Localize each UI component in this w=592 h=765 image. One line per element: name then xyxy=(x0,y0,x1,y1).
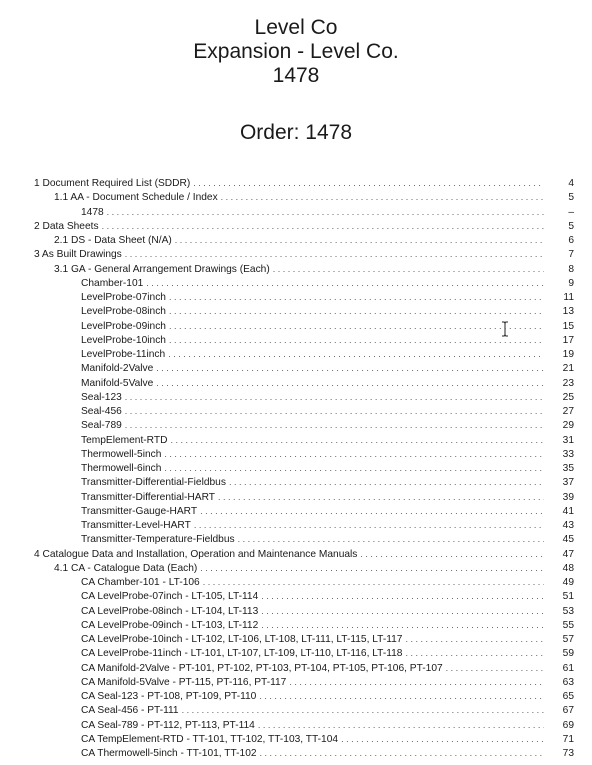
document-title-block xyxy=(0,16,592,88)
toc-entry-page-number: 55 xyxy=(562,619,574,631)
toc-entry-label: 3 As Built Drawings xyxy=(34,249,122,261)
toc-entry-label: CA LevelProbe-07inch - LT-105, LT-114 xyxy=(81,591,259,603)
toc-dot-leader xyxy=(446,661,544,675)
toc-dot-leader xyxy=(203,575,544,589)
toc-entry-page-number: 31 xyxy=(562,434,574,446)
toc-entry[interactable] xyxy=(34,618,574,632)
toc-entry[interactable] xyxy=(34,233,574,247)
toc-entry[interactable] xyxy=(34,304,574,318)
toc-entry-page-number: 29 xyxy=(562,420,574,432)
toc-entry[interactable] xyxy=(34,404,574,418)
toc-dot-leader xyxy=(164,461,544,475)
toc-entry[interactable] xyxy=(34,547,574,561)
toc-entry-page-number: 25 xyxy=(562,391,574,403)
toc-dot-leader xyxy=(289,675,544,689)
toc-entry[interactable] xyxy=(34,190,574,204)
toc-entry-page-number: 57 xyxy=(562,634,574,645)
toc-entry[interactable] xyxy=(34,575,574,589)
toc-entry[interactable] xyxy=(34,703,574,717)
toc-entry-page-number: 69 xyxy=(562,719,574,731)
toc-dot-leader xyxy=(102,219,544,233)
toc-entry[interactable] xyxy=(34,561,574,575)
toc-entry-label: Transmitter-Gauge-HART xyxy=(81,505,198,517)
toc-dot-leader xyxy=(169,319,544,333)
toc-entry[interactable] xyxy=(34,746,574,760)
toc-dot-leader xyxy=(200,504,544,518)
toc-dot-leader xyxy=(168,347,544,361)
toc-entry[interactable] xyxy=(34,176,574,190)
toc-dot-leader xyxy=(146,276,544,290)
toc-entry-label: CA Seal-456 - PT-111 xyxy=(81,705,179,717)
toc-dot-leader xyxy=(125,247,544,261)
toc-entry[interactable] xyxy=(34,376,574,390)
toc-entry[interactable] xyxy=(34,247,574,261)
toc-entry-page-number: 49 xyxy=(562,577,574,588)
toc-entry-page-number: 11 xyxy=(563,292,574,303)
toc-entry[interactable] xyxy=(34,333,574,347)
toc-dot-leader xyxy=(260,746,544,760)
toc-dot-leader xyxy=(169,333,544,347)
toc-entry-label: LevelProbe-10inch xyxy=(81,334,166,346)
toc-entry-label: 1478 xyxy=(81,206,104,218)
toc-dot-leader xyxy=(156,376,544,390)
toc-entry[interactable] xyxy=(34,732,574,746)
toc-entry-label: CA LevelProbe-11inch - LT-101, LT-107, LT-109, LT-110, LT-116, LT-118 xyxy=(81,648,403,660)
toc-dot-leader xyxy=(405,646,544,660)
toc-entry-page-number: 73 xyxy=(562,748,574,759)
toc-entry-label: 1.1 AA - Document Schedule / Index xyxy=(54,192,218,204)
toc-entry-label: LevelProbe-07inch xyxy=(81,292,166,303)
project-name: Expansion - Level Co. xyxy=(193,40,399,63)
toc-entry-label: CA TempElement-RTD - TT-101, TT-102, TT-103, TT-104 xyxy=(81,733,339,745)
toc-entry[interactable] xyxy=(34,319,574,333)
toc-entry-page-number: 71 xyxy=(562,733,574,745)
toc-entry[interactable] xyxy=(34,276,574,290)
toc-entry[interactable] xyxy=(34,532,574,546)
toc-dot-leader xyxy=(156,361,544,375)
toc-entry-label: 4.1 CA - Catalogue Data (Each) xyxy=(54,562,198,574)
toc-entry-label: 1 Document Required List (SDDR) xyxy=(34,178,191,189)
toc-entry[interactable] xyxy=(34,689,574,703)
toc-entry[interactable] xyxy=(34,219,574,233)
toc-entry-label: Transmitter-Differential-Fieldbus xyxy=(81,477,226,489)
toc-entry-label: LevelProbe-09inch xyxy=(81,320,166,332)
toc-entry[interactable] xyxy=(34,675,574,689)
toc-entry-label: Thermowell-6inch xyxy=(81,463,162,474)
toc-entry-label: CA LevelProbe-08inch - LT-104, LT-113 xyxy=(81,605,259,617)
toc-entry[interactable] xyxy=(34,632,574,646)
project-number: 1478 xyxy=(272,64,320,87)
toc-entry-page-number: 9 xyxy=(568,277,574,289)
toc-dot-leader xyxy=(125,404,544,418)
toc-dot-leader xyxy=(261,589,544,603)
toc-entry[interactable] xyxy=(34,646,574,660)
toc-entry-label: Chamber-101 xyxy=(81,277,144,289)
toc-entry[interactable] xyxy=(34,447,574,461)
toc-dot-leader xyxy=(170,433,544,447)
order-heading: Order: 1478 xyxy=(239,121,353,144)
toc-entry-page-number: 17 xyxy=(562,334,574,346)
toc-entry-label: CA Chamber-101 - LT-106 xyxy=(81,577,200,588)
toc-dot-leader xyxy=(200,561,544,575)
toc-entry[interactable] xyxy=(34,262,574,276)
toc-dot-leader xyxy=(221,190,544,204)
toc-entry[interactable] xyxy=(34,361,574,375)
toc-dot-leader xyxy=(341,732,544,746)
toc-entry-label: LevelProbe-11inch xyxy=(81,349,166,360)
toc-dot-leader xyxy=(259,689,544,703)
toc-entry[interactable] xyxy=(34,718,574,732)
toc-dot-leader xyxy=(182,703,544,717)
toc-entry-page-number: 23 xyxy=(562,377,574,389)
toc-dot-leader xyxy=(194,518,544,532)
toc-dot-leader xyxy=(238,532,544,546)
toc-entry-label: Manifold-2Valve xyxy=(81,363,154,375)
toc-entry[interactable] xyxy=(34,490,574,504)
toc-entry-page-number: 6 xyxy=(568,235,574,246)
toc-dot-leader xyxy=(164,447,544,461)
toc-entry[interactable] xyxy=(34,390,574,404)
toc-entry[interactable] xyxy=(34,589,574,603)
toc-entry[interactable] xyxy=(34,504,574,518)
toc-entry-label: Seal-789 xyxy=(81,420,122,432)
toc-entry-page-number: 5 xyxy=(568,220,574,232)
toc-entry-page-number: 19 xyxy=(562,349,574,360)
toc-entry[interactable] xyxy=(34,661,574,675)
toc-dot-leader xyxy=(169,304,544,318)
toc-entry-label: CA LevelProbe-10inch - LT-102, LT-106, LT-108, LT-111, LT-115, LT-117 xyxy=(81,634,403,645)
table-of-contents xyxy=(34,176,574,760)
toc-dot-leader xyxy=(107,205,544,219)
toc-entry-page-number: 7 xyxy=(568,249,574,261)
toc-entry-label: Thermowell-5inch xyxy=(81,448,162,460)
toc-entry-page-number: 61 xyxy=(562,662,574,674)
toc-entry-label: CA Thermowell-5inch - TT-101, TT-102 xyxy=(81,748,257,759)
toc-dot-leader xyxy=(229,475,544,489)
toc-entry-page-number: – xyxy=(568,206,574,218)
toc-entry-label: 4 Catalogue Data and Installation, Operation and Maintenance Manuals xyxy=(34,548,358,560)
toc-entry-page-number: 27 xyxy=(562,406,574,417)
toc-entry-page-number: 35 xyxy=(562,463,574,474)
toc-entry-label: 3.1 GA - General Arrangement Drawings (Each) xyxy=(54,263,270,275)
toc-entry-label: LevelProbe-08inch xyxy=(81,306,166,318)
toc-dot-leader xyxy=(218,490,544,504)
toc-entry[interactable] xyxy=(34,347,574,361)
toc-entry-page-number: 48 xyxy=(562,562,574,574)
toc-entry-label: Transmitter-Differential-HART xyxy=(81,491,215,503)
toc-dot-leader xyxy=(261,618,544,632)
toc-entry-label: CA Manifold-5Valve - PT-115, PT-116, PT-117 xyxy=(81,676,287,688)
toc-entry-label: Seal-456 xyxy=(81,406,122,417)
toc-entry[interactable] xyxy=(34,290,574,304)
toc-entry-page-number: 5 xyxy=(568,192,574,204)
toc-entry-label: Transmitter-Temperature-Fieldbus xyxy=(81,534,235,546)
toc-dot-leader xyxy=(125,390,544,404)
toc-entry-page-number: 67 xyxy=(562,705,574,717)
toc-dot-leader xyxy=(169,290,544,304)
toc-entry-label: CA LevelProbe-09inch - LT-103, LT-112 xyxy=(81,619,259,631)
toc-entry-page-number: 65 xyxy=(562,691,574,702)
toc-entry-label: CA Manifold-2Valve - PT-101, PT-102, PT-103, PT-104, PT-105, PT-106, PT-107 xyxy=(81,662,443,674)
toc-entry-page-number: 15 xyxy=(562,320,574,332)
toc-entry-page-number: 51 xyxy=(562,591,574,603)
toc-entry-page-number: 39 xyxy=(562,491,574,503)
toc-entry-page-number: 41 xyxy=(562,505,574,517)
toc-entry-page-number: 63 xyxy=(562,676,574,688)
toc-entry-page-number: 4 xyxy=(568,178,574,189)
toc-entry-page-number: 43 xyxy=(562,520,574,531)
toc-entry[interactable] xyxy=(34,461,574,475)
text-cursor-icon xyxy=(500,321,510,337)
toc-entry-page-number: 45 xyxy=(562,534,574,546)
toc-dot-leader xyxy=(273,262,544,276)
toc-entry-page-number: 47 xyxy=(562,548,574,560)
toc-entry[interactable] xyxy=(34,518,574,532)
toc-entry-page-number: 21 xyxy=(562,363,574,375)
toc-dot-leader xyxy=(360,547,544,561)
toc-entry-label: CA Seal-789 - PT-112, PT-113, PT-114 xyxy=(81,719,255,731)
toc-entry-label: Manifold-5Valve xyxy=(81,377,154,389)
toc-dot-leader xyxy=(125,418,544,432)
toc-entry[interactable] xyxy=(34,475,574,489)
toc-entry[interactable] xyxy=(34,604,574,618)
toc-entry[interactable] xyxy=(34,205,574,219)
toc-entry-page-number: 13 xyxy=(562,306,574,318)
toc-entry-label: Transmitter-Level-HART xyxy=(81,520,191,531)
toc-entry-page-number: 53 xyxy=(562,605,574,617)
toc-entry-label: 2.1 DS - Data Sheet (N/A) xyxy=(54,235,172,246)
toc-entry-label: CA Seal-123 - PT-108, PT-109, PT-110 xyxy=(81,691,257,702)
toc-dot-leader xyxy=(261,604,544,618)
toc-entry-page-number: 33 xyxy=(562,448,574,460)
toc-entry-label: Seal-123 xyxy=(81,391,122,403)
toc-entry-page-number: 8 xyxy=(568,263,574,275)
toc-entry[interactable] xyxy=(34,418,574,432)
toc-dot-leader xyxy=(258,718,544,732)
toc-dot-leader xyxy=(405,632,544,646)
toc-entry-label: 2 Data Sheets xyxy=(34,220,99,232)
toc-entry-label: TempElement-RTD xyxy=(81,434,168,446)
toc-entry-page-number: 37 xyxy=(562,477,574,489)
toc-dot-leader xyxy=(175,233,544,247)
toc-entry-page-number: 59 xyxy=(562,648,574,660)
company-name: Level Co xyxy=(254,16,338,39)
toc-dot-leader xyxy=(193,176,544,190)
toc-entry[interactable] xyxy=(34,433,574,447)
